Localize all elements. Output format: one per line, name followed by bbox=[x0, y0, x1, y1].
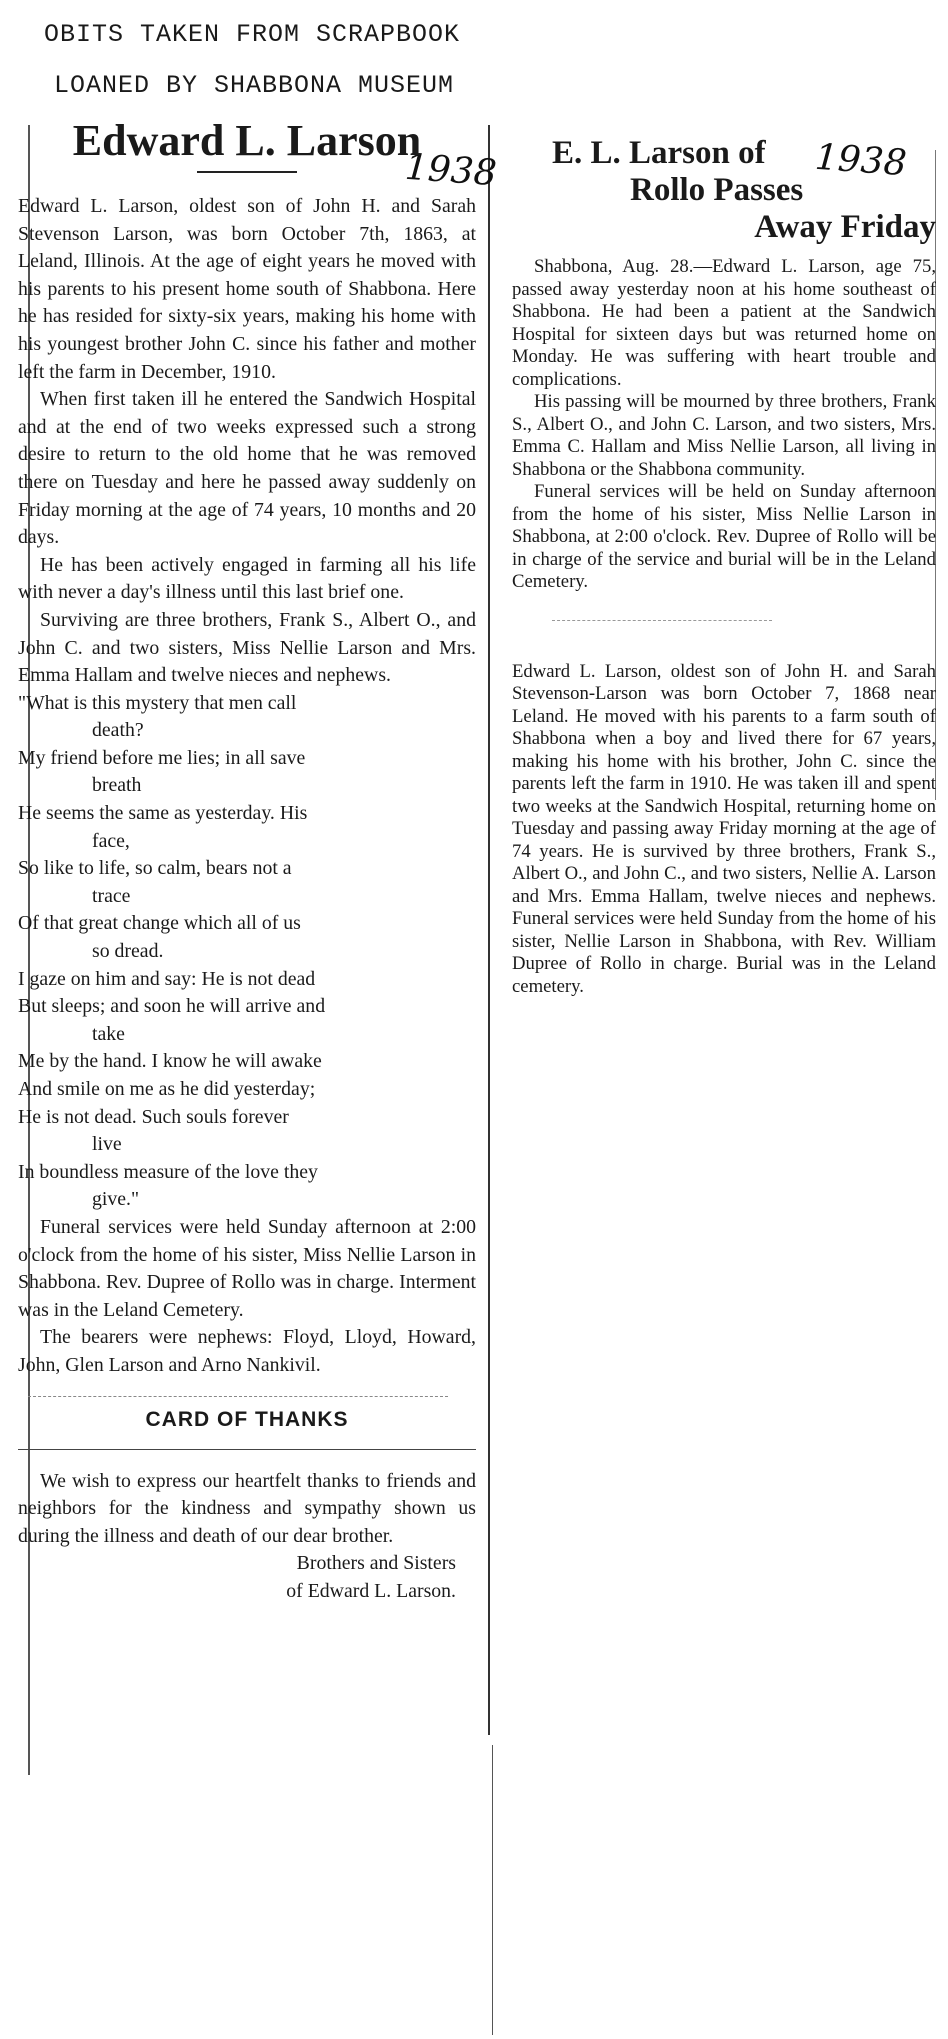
right-obituary-body bbox=[512, 256, 936, 594]
poem-line-cont: death? bbox=[92, 719, 144, 742]
card-body: We wish to express our heartfelt thanks to friends and neighbors for the kindness and sympathy shown us during the illness and death of our dear brother. bbox=[18, 1469, 476, 1547]
right-title-line-2: Rollo Passes bbox=[630, 172, 804, 208]
card-divider bbox=[492, 1745, 493, 2035]
poem-line: Me by the hand. I know he will awake bbox=[18, 1050, 322, 1073]
title-rule bbox=[197, 171, 297, 173]
second-obituary bbox=[512, 661, 936, 999]
card-separator bbox=[28, 1396, 448, 1397]
left-paragraph-4: Surviving are three brothers, Frank S., Albert O., and John C. and two sisters, Miss Nellie Larson and Mrs. Emma Hallam and twelve nieces and nephews. bbox=[18, 608, 476, 687]
poem-line-cont: live bbox=[92, 1133, 122, 1156]
bearers-paragraph: The bearers were nephews: Floyd, Lloyd, Howard, John, Glen Larson and Arno Nankivil. bbox=[18, 1326, 476, 1376]
right-column bbox=[512, 135, 936, 998]
poem-line-cont: trace bbox=[92, 884, 131, 907]
right-paragraph-3: Funeral services will be held on Sunday afternoon from the home of his sister, Miss Nellie Larson in Shabbona, at 2:00 o'clock. Rev. Dupree of Rollo will be in charge of the service and burial will be in the Leland Cemetery. bbox=[512, 481, 936, 592]
poem-line-cont: face, bbox=[92, 829, 130, 852]
right-title-line-3: Away Friday bbox=[754, 209, 936, 245]
left-paragraph-1: Edward L. Larson, oldest son of John H. and Sarah Stevenson Larson, was born October 7th, 1863, at Leland, Illinois. At the age of eight years he moved with his parents to his present home south of Shabbona. Here he has resided for sixty-six years, making his home with his youngest brother John C. since his father and mother left the farm in December, 1910. bbox=[18, 195, 476, 383]
header-line-2: LOANED BY SHABBONA MUSEUM bbox=[54, 71, 455, 100]
card-signature-1: Brothers and Sisters bbox=[296, 1552, 456, 1575]
left-column bbox=[18, 115, 476, 1606]
poem-line: I gaze on him and say: He is not dead bbox=[18, 967, 316, 990]
poem-line: "What is this mystery that men call bbox=[18, 691, 297, 714]
poem-line: In boundless measure of the love they bbox=[18, 1160, 318, 1183]
right-separator bbox=[552, 620, 772, 621]
right-title-line-1: E. L. Larson of bbox=[552, 135, 766, 171]
funeral-paragraph: Funeral services were held Sunday afternoon at 2:00 o'clock from the home of his sister, Miss Nellie Larson in Shabbona. Rev. Dupree of Rollo was in charge. Interment was in the Leland Cemetery. bbox=[18, 1215, 476, 1321]
second-obituary-text: Edward L. Larson, oldest son of John H. and Sarah Stevenson-Larson was born October 7, 1868 near Leland. He moved with his parents to a farm south of Shabbona when a boy and lived there for 67 years, making his home with his brother, John C. since the parents left the farm in 1910. He was taken ill and spent two weeks at the Sandwich Hospital, returning home on Tuesday and passing away Friday morning at the age of 74 years. He is survived by three brothers, Frank S., Albert O., and John C., and two sisters, Nellie A. Larson and Mrs. Emma Hallam, twelve nieces and nephews. Funeral services were held Sunday from the home of his sister, Nellie Larson in Shabbona, with Rev. William Dupree of Rollo in charge. Burial was in the Leland cemetery. bbox=[512, 660, 936, 997]
poem bbox=[18, 690, 476, 1214]
poem-line: So like to life, so calm, bears not a bbox=[18, 857, 292, 880]
left-obituary-title: Edward L. Larson bbox=[72, 116, 422, 165]
poem-line: But sleeps; and soon he will arrive and bbox=[18, 995, 326, 1018]
header-line-1: OBITS TAKEN FROM SCRAPBOOK bbox=[44, 20, 461, 49]
poem-line: He is not dead. Such souls forever bbox=[18, 1105, 289, 1128]
right-paragraph-1: Shabbona, Aug. 28.—Edward L. Larson, age 75, passed away yesterday noon at his home southeast of Shabbona. He had been a patient at the Sandwich Hospital for sixteen days but was returned home on Monday. He was suffering with heart trouble and complications. bbox=[512, 256, 936, 390]
poem-line-cont: breath bbox=[92, 774, 142, 797]
left-paragraph-3: He has been actively engaged in farming all his life with never a day's illness until this last brief one. bbox=[18, 553, 476, 604]
left-obituary-body bbox=[18, 193, 476, 690]
card-of-thanks bbox=[18, 1468, 476, 1606]
left-paragraph-2: When first taken ill he entered the Sandwich Hospital and at the end of two weeks expressed such a strong desire to return to the old home that he was removed there on Tuesday and here he passed away suddenly on Friday morning at the age of 74 years, 10 months and 20 days. bbox=[18, 388, 476, 549]
poem-line: Of that great change which all of us bbox=[18, 912, 301, 935]
poem-line-cont: so dread. bbox=[92, 940, 164, 963]
handwritten-year-right: 1938 bbox=[813, 136, 908, 185]
left-obituary-closing bbox=[18, 1214, 476, 1380]
poem-line-cont: take bbox=[92, 1022, 125, 1045]
card-of-thanks-title: CARD OF THANKS bbox=[145, 1407, 349, 1431]
poem-line-cont: give." bbox=[92, 1188, 140, 1211]
handwritten-year-left: 1938 bbox=[403, 146, 498, 195]
poem-line: My friend before me lies; in all save bbox=[18, 746, 306, 769]
column-divider bbox=[488, 125, 490, 1735]
card-rule bbox=[18, 1449, 476, 1450]
poem-line: And smile on me as he did yesterday; bbox=[18, 1078, 316, 1100]
poem-line: He seems the same as yesterday. His bbox=[18, 802, 308, 825]
card-signature-2: of Edward L. Larson. bbox=[286, 1579, 456, 1602]
right-paragraph-2: His passing will be mourned by three brothers, Frank S., Albert O., and John C. Larson, and two sisters, Mrs. Emma C. Hallam and Miss Nellie Larson, all living in Shabbona or the Shabbona community. bbox=[512, 391, 936, 480]
